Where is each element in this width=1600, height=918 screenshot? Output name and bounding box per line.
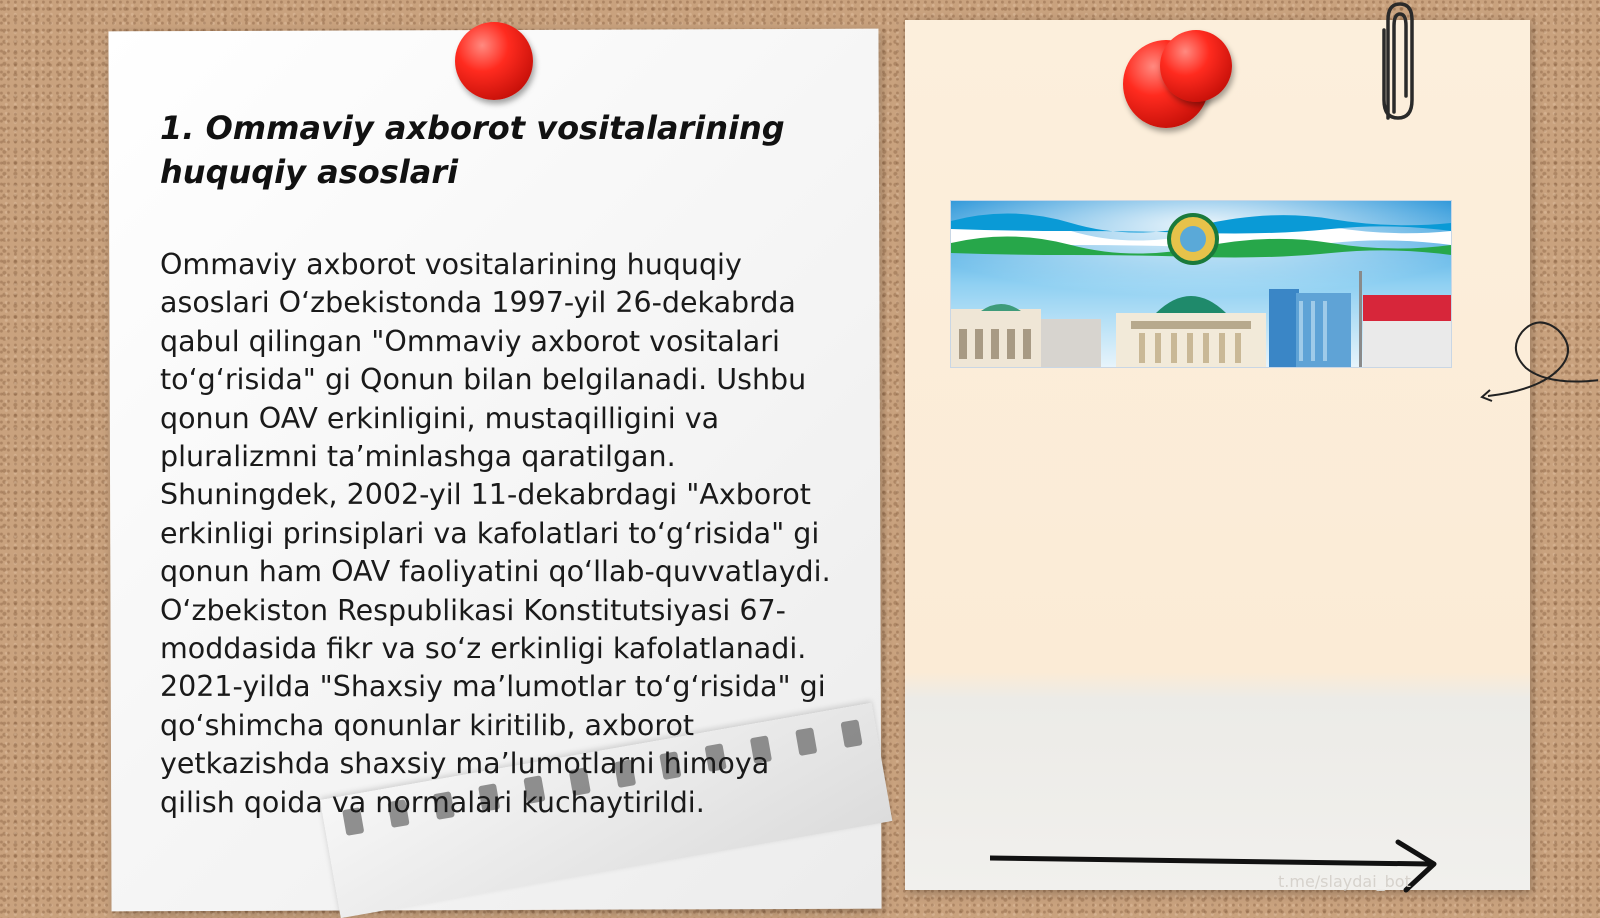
slide-title: 1. Ommaviy axborot vositalarining huquqiy asoslari: [160, 109, 785, 191]
slide-body-text: Ommaviy axborot vositalarining huquqiy asoslari O‘zbekistonda 1997-yil 26-dekabrda qabul qilingan "Ommaviy axborot vositalari to‘g‘risida" gi Qonun bilan belgilanadi. Ushbu qonun OAV erkinligini, mustaqilligini va pluralizmni ta’minlashga qaratilgan. Shuningdek, 2002-yil 11-dekabrdagi "Axborot erkinligi prinsiplari va kafolatlari to‘g‘risida" gi qonun ham OAV faoliyatini qo‘llab-quvvatlaydi. O‘zbekiston Respublikasi Konstitutsiyasi 67-moddasida fikr va so‘z erkinligi kafolatlanadi. 2021-yilda "Shaxsiy ma’lumotlar to‘g‘risida" gi qo‘shimcha qonunlar kiritilib, axborot yetkazishda shaxsiy ma’lumotlarni himoya qilish qoida va normalari kuchaytirildi.: [160, 248, 831, 819]
uzbekistan-banner-image: [950, 200, 1452, 368]
doodle-loop-icon: [1478, 310, 1598, 410]
red-pushpin-icon: [1160, 30, 1232, 102]
red-pushpin-icon: [455, 22, 533, 100]
paper-clip-icon: [1378, 0, 1418, 130]
right-note-paper: [905, 20, 1530, 890]
watermark-text: t.me/slaydai_bot: [1278, 872, 1411, 891]
